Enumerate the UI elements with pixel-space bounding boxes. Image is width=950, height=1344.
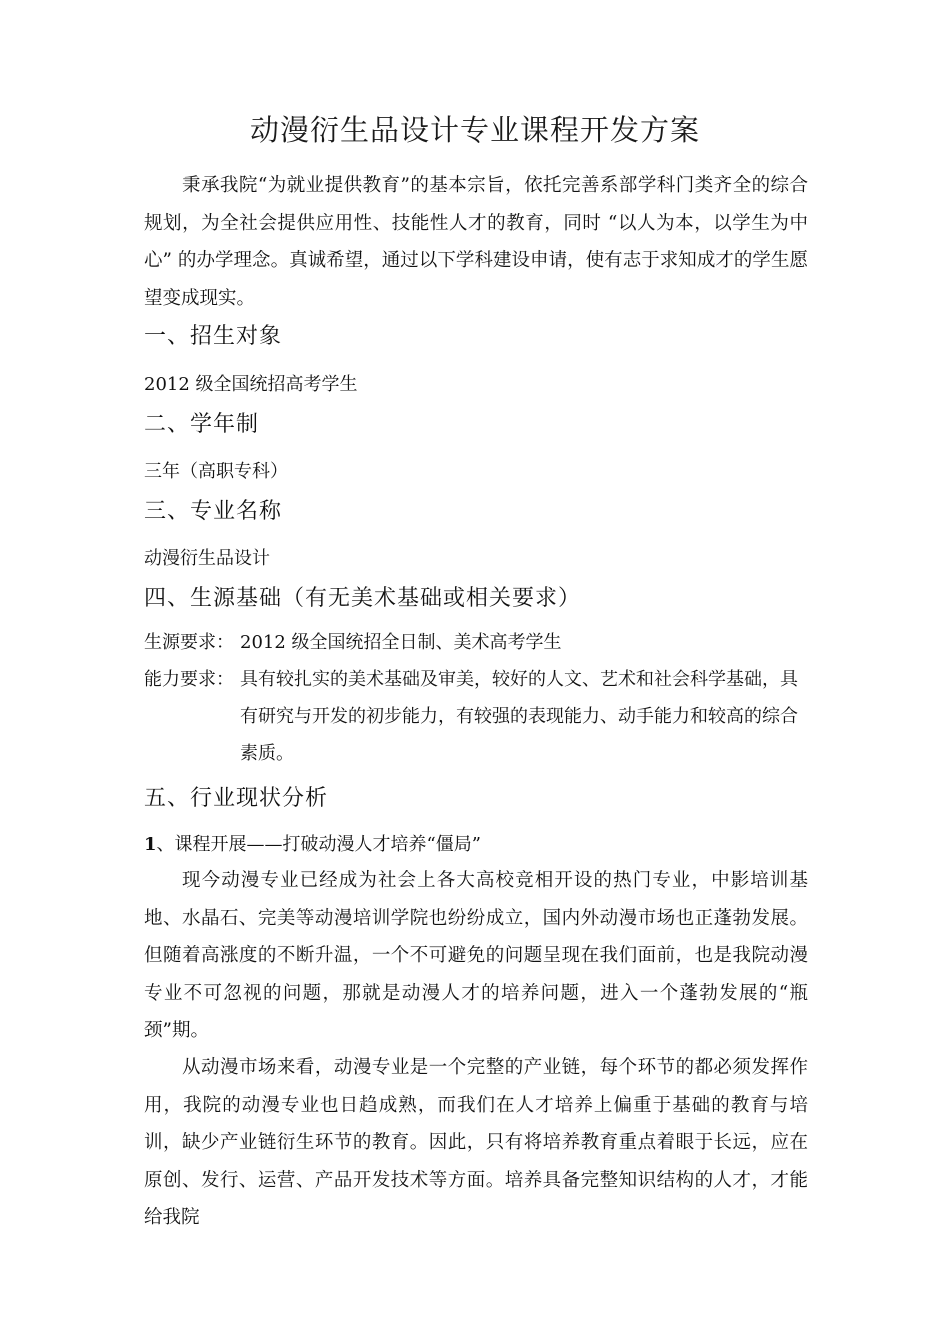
section-heading-enrollment: 一、招生对象 [144, 324, 283, 349]
section-text-duration: 三年（高职专科） [144, 461, 288, 482]
section-text-enrollment: 2012 级全国统招高考学生 [144, 374, 358, 395]
ability-requirement-value: 具有较扎实的美术基础及审美，较好的人文、艺术和社会科学基础，具有研究与开发的初步能力，有较强的表现能力、动手能力和较高的综合素质。 [240, 669, 798, 764]
body-paragraph: 现今动漫专业已经成为社会上各大高校竞相开设的热门专业，中影培训基地、水晶石、完美等动漫培训学院也纷纷成立，国内外动漫市场也正蓬勃发展。但随着高涨度的不断升温，一个不可避免的问题呈现在我们面前，也是我院动漫专业不可忽视的问题，那就是动漫人才的培养问题，进入一个蓬勃发展的“瓶颈”期。 [144, 870, 808, 1041]
subsection-number: 1 [144, 834, 157, 855]
section-heading-student-basis: 四、生源基础（有无美术基础或相关要求） [144, 586, 582, 611]
source-requirement-value: 2012 级全国统招全日制、美术高考学生 [240, 632, 562, 653]
subsection-title: 、课程开展——打破动漫人才培养“僵局” [156, 834, 481, 855]
document-title: 动漫衍生品设计专业课程开发方案 [249, 113, 700, 147]
body-paragraph: 从动漫市场来看，动漫专业是一个完整的产业链，每个环节的都必须发挥作用，我院的动漫专业也日趋成熟，而我们在人才培养上偏重于基础的教育与培训，缺少产业链衍生环节的教育。因此，只有将培养教育重点着眼于长远，应在原创、发行、运营、产品开发技术等方面。培养具备完整知识结构的人才，才能给我院 [144, 1057, 808, 1228]
ability-requirement-label: 能力要求： [144, 669, 234, 690]
subsection-heading [144, 830, 481, 856]
section-heading-duration: 二、学年制 [144, 412, 260, 437]
source-requirement [144, 624, 808, 661]
section-heading-major-name: 三、专业名称 [144, 499, 283, 524]
intro-paragraph: 秉承我院“为就业提供教育”的基本宗旨，依托完善系部学科门类齐全的综合规划，为全社会提供应用性、技能性人才的教育，同时 “以人为本，以学生为中心” 的办学理念。真诚希望，通过以下学科建设申请，使有志于求知成才的学生愿望变成现实。 [144, 175, 808, 309]
section-heading-industry-analysis: 五、行业现状分析 [144, 786, 329, 811]
source-requirement-label: 生源要求： [144, 632, 234, 653]
section-text-major-name: 动漫衍生品设计 [144, 548, 270, 569]
ability-requirement [144, 661, 808, 772]
